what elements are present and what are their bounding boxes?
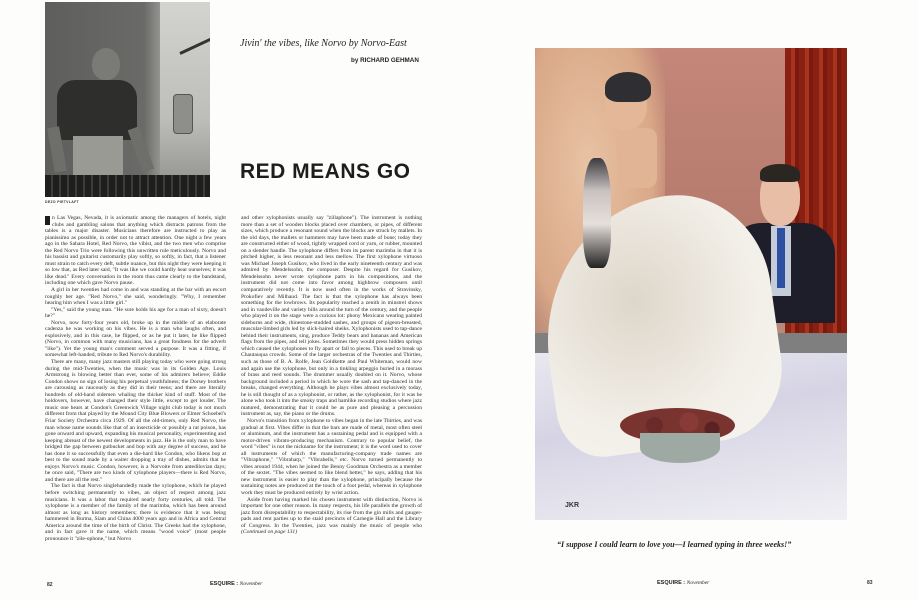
paragraph: There are many, many jazz masters still playing today who were going strong during the mid-Twenties, when the music was in its Golden Age. Louis Armstrong is blowing better than ever, some of his admirers believe; Eddie Condon shows no sign of losing his perpetual youthfulness; the Dorsey brothers are carousing as raucously as they did in their teens; and there are literally hundreds of old-hand sidemen whaling the thicker kind of stuff. Most of the holdovers, however, have changed their style little, except to get louder. The music one hears at Condon's Greenwich Village night club today is not much different from that played by the Mound City Blue Blowers or Elmer Schoebel's Friar Society Orchestra circa 1929. Of all the old-timers, only Red Norvo, the man whose name sounds like that of an insecticide or possibly a rat poison, has gone onward and upward, expanding his musical personality, experimenting and keeping abreast of the newest developments in jazz. He is the only man to have bridged the gap between gutbucket and bop with any degree of success, and he has done it so successfully that even a die-hard like Condon, who likens bop at best to the sound made by a waiter dropping a tray of dishes, admits that he enjoys Norvo's music. Condon, however, is a Norvoite from antediluvian days; he once said, "There are two kinds of xylophone players—there is Red Norvo, and there are all the rest." <box>45 359 226 483</box>
paragraph: A girl in her twenties had come in and was standing at the bar with an escort roughly her age. "Red Norvo," she said, wonderingly. "Why, I remember hearing him when I was a little girl." <box>45 287 226 307</box>
photo-credit: DEZO PIETVLAFT <box>45 200 79 204</box>
continued-link[interactable]: (Continued on page 131) <box>241 529 298 536</box>
fruit-bowl <box>640 433 720 463</box>
running-footer-right <box>657 580 709 586</box>
drop-cap <box>45 216 50 225</box>
man-hair <box>760 164 800 182</box>
siamese-cat <box>583 158 611 268</box>
byline <box>351 57 419 64</box>
magazine-name: ESQUIRE <box>210 581 235 587</box>
paragraph: The fact is that Norvo singlehandedly made the xylophone, which he played before switching permanently to vibes, an object of respect among jazz musicians. It was a labor that required nearly forty centuries, all told. The xylophone is a member of the family of the marimba, which has been around almost as long as history remembers; there is evidence that it was being hammered in Burma, Siam and China 4000 years ago and in Africa and Central America around the time of the birth of Christ. The Greeks had the xylophone, and in fact gave it the name, which means "wood voice" (most people pronounce it "zile-ophone," but Norvo <box>45 483 226 542</box>
paragraph: Norvo's transition from xylophone to vibes began in the late Thirties, and was gradual at first. Vibes differ in that the bars are made of metal, most often steel or aluminum, and the instrument has a sustaining pedal and is equipped with a motor-driven vibrato-producing mechanism. Contrary to popular belief, the word "vibes" is not the nickname for the instrument; it is the word used to cover all instruments of which the manufacturing-company trade names are "Vibraphone," "Vibraharp," "Vibrabells," etc. Norvo turned permanently to vibes around 1944, when he joined the Benny Goodman Orchestra as a member of the sextet. "The vibes seemed to like blend better," he says, adding that his new instrument is easier to play than the xylophone, principally because the sustaining notes are produced at the touch of a foot pedal, whereas in xylophone work they must be produced entirely by wrist action. <box>241 417 422 496</box>
musician-arm-right <box>128 126 155 172</box>
article-deck: Jivin' the vibes, like Norvo by Norvo-East <box>240 38 407 49</box>
man-tie <box>777 228 785 288</box>
author-name: RICHARD GEHMAN <box>360 57 419 64</box>
artist-signature: JKR <box>565 502 580 509</box>
article-column-2 <box>241 215 422 536</box>
paragraph: Norvo, now forty-four years old, broke up in the middle of an elaborate cadenza he was working on his vibes. He is a man who laughs often, and explosively, and in this case, he flipped, or as he put it later, he like flipped (Norvo, in common with many musicians, has a great fondness for the adverb "like"). Yet the young man's comment served a purpose. It was a fitting, if somewhat left-handed, tribute to Red Norvo's durability. <box>45 319 226 359</box>
article-column-1 <box>45 215 226 542</box>
woman-shoulders <box>617 128 657 188</box>
cartoon-caption: “I suppose I could learn to love you—I learned typing in three weeks!” <box>557 540 792 549</box>
issue-month: November <box>239 581 263 587</box>
magazine-name: ESQUIRE <box>657 580 682 586</box>
footer-separator: : <box>236 581 239 587</box>
paragraph: and other xylophonists usually say "zillaphone"). The instrument is nothing more than a set of wooden blocks placed over chambers, or pipes, of different sizes, which produce a resonant sound when the blocks are struck by mallets. In the old days, the mallets or hammers may have been made of bone; today they are constructed either of wood, tightly wrapped cord or yarn, or rubber, mounted on a slender handle. The xylophone differs from its parent marimba in that it is pitched higher, is less resonant and less mellow. The first xylophone virtuoso was Michael Joseph Gusikov, who lived in the early nineteenth century and was admired by Mendelssohn, the composer. Despite his regard for Gusikov, Mendelssohn never wrote xylophone parts in his compositions, and the instrument did not come into favor among highbrow composers until comparatively recently. It is now used often in the works of Stravinsky, Prokofiev and Milhaud. The fact is that the xylophone has always been something for the lowbrows. Its popularity reached a zenith in minstrel shows and in vaudeville and variety bills around the turn of the century, and the people who played it on the stage were a curious lot: phony Mexicans wearing painted sideburns and wide, rhinestone-studded sashes, and groups of pigeon-breasted, muscular-limbed girls led by slick-haired sheiks. Xylophonists used to tap-dance behind their instruments, sing, produce Teddy bears and bananas and American flags from the pipes, and tell jokes. Sometimes they would press hidden springs which caused the xylophones to fly apart or fall to pieces. This used to break up Chautauqua crowds. Some of the larger orchestras of the Twenties and Thirties, such as those of B. A. Rolfe, Jean Goldkette and Paul Whiteman, would now and again use the xylophone, but only in a tinkling arpeggio buried in a morass of brass and reed sounds. The drummer usually doubled on it. Norvo, whose background included a period in which he wore the sash and tap-danced in the breaks, changed everything. Although he plays vibes almost exclusively today, he is still thought of as a xylophonist, or rather, as the xylophonist, for it was he alone who took it into the smoky traps and hamlike recording studios where jazz matured, demonstrating that it could be as pure and pleasing a percussion instrument as, say, the piano or the drums. <box>241 215 422 418</box>
paragraph <box>45 215 226 287</box>
paragraph <box>241 497 422 536</box>
paragraph-text: Aside from having marked his chosen instrument with distinction, Norvo is important for one other reason. In many respects, his life parallels the growth of jazz from disreputability to respectability, its rise from the gin mills and gauger-pads and rent parties up to the staid precincts of Carnegie Hall and the Library of Congress. In the Twenties, jazz was mainly the music of people who <box>241 496 422 529</box>
musician-head <box>92 48 120 80</box>
xylophone-bars <box>45 175 210 197</box>
issue-month: November <box>686 580 710 586</box>
paragraph: "Yes," said the young man. "He sure holds his age for a man of sixty, doesn't he?" <box>45 306 226 320</box>
running-footer-left <box>210 581 262 587</box>
page-number-right: 83 <box>867 580 873 586</box>
cartoon-illustration <box>535 48 847 520</box>
paragraph-text: n Las Vegas, Nevada, it is axiomatic among the managers of hotels, night clubs and gambling salons that anything which distracts patrons from the tables is a major disaster. Musicians therefore are instructed to play as pianissimo as possible, in order not to attract attention. One night a few years ago in the Sahara Hotel, Red Norvo, the vibist, and the two men who comprise the Red Norvo Trio were following this unwritten rule meticulously. Norvo and his bassist and guitarist customarily play softly, so softly, in fact, that a listener must strain to catch every deft, subtle nuance, but this night they were keeping it so low that, as Red later said, "It was like we could hardly hear ourselves; it was like dead." Every conversation in the room thus came clearly to the bandstand, including one which gave Norvo pause. <box>45 215 226 287</box>
microphone <box>173 94 193 134</box>
musician-photo <box>45 2 210 197</box>
article-title: RED MEANS GO <box>240 160 411 183</box>
page-number-left: 82 <box>47 582 53 588</box>
musician-shirt <box>57 80 137 140</box>
byline-prefix: by <box>351 57 359 64</box>
woman-hair <box>605 72 651 102</box>
footer-separator: : <box>683 580 686 586</box>
